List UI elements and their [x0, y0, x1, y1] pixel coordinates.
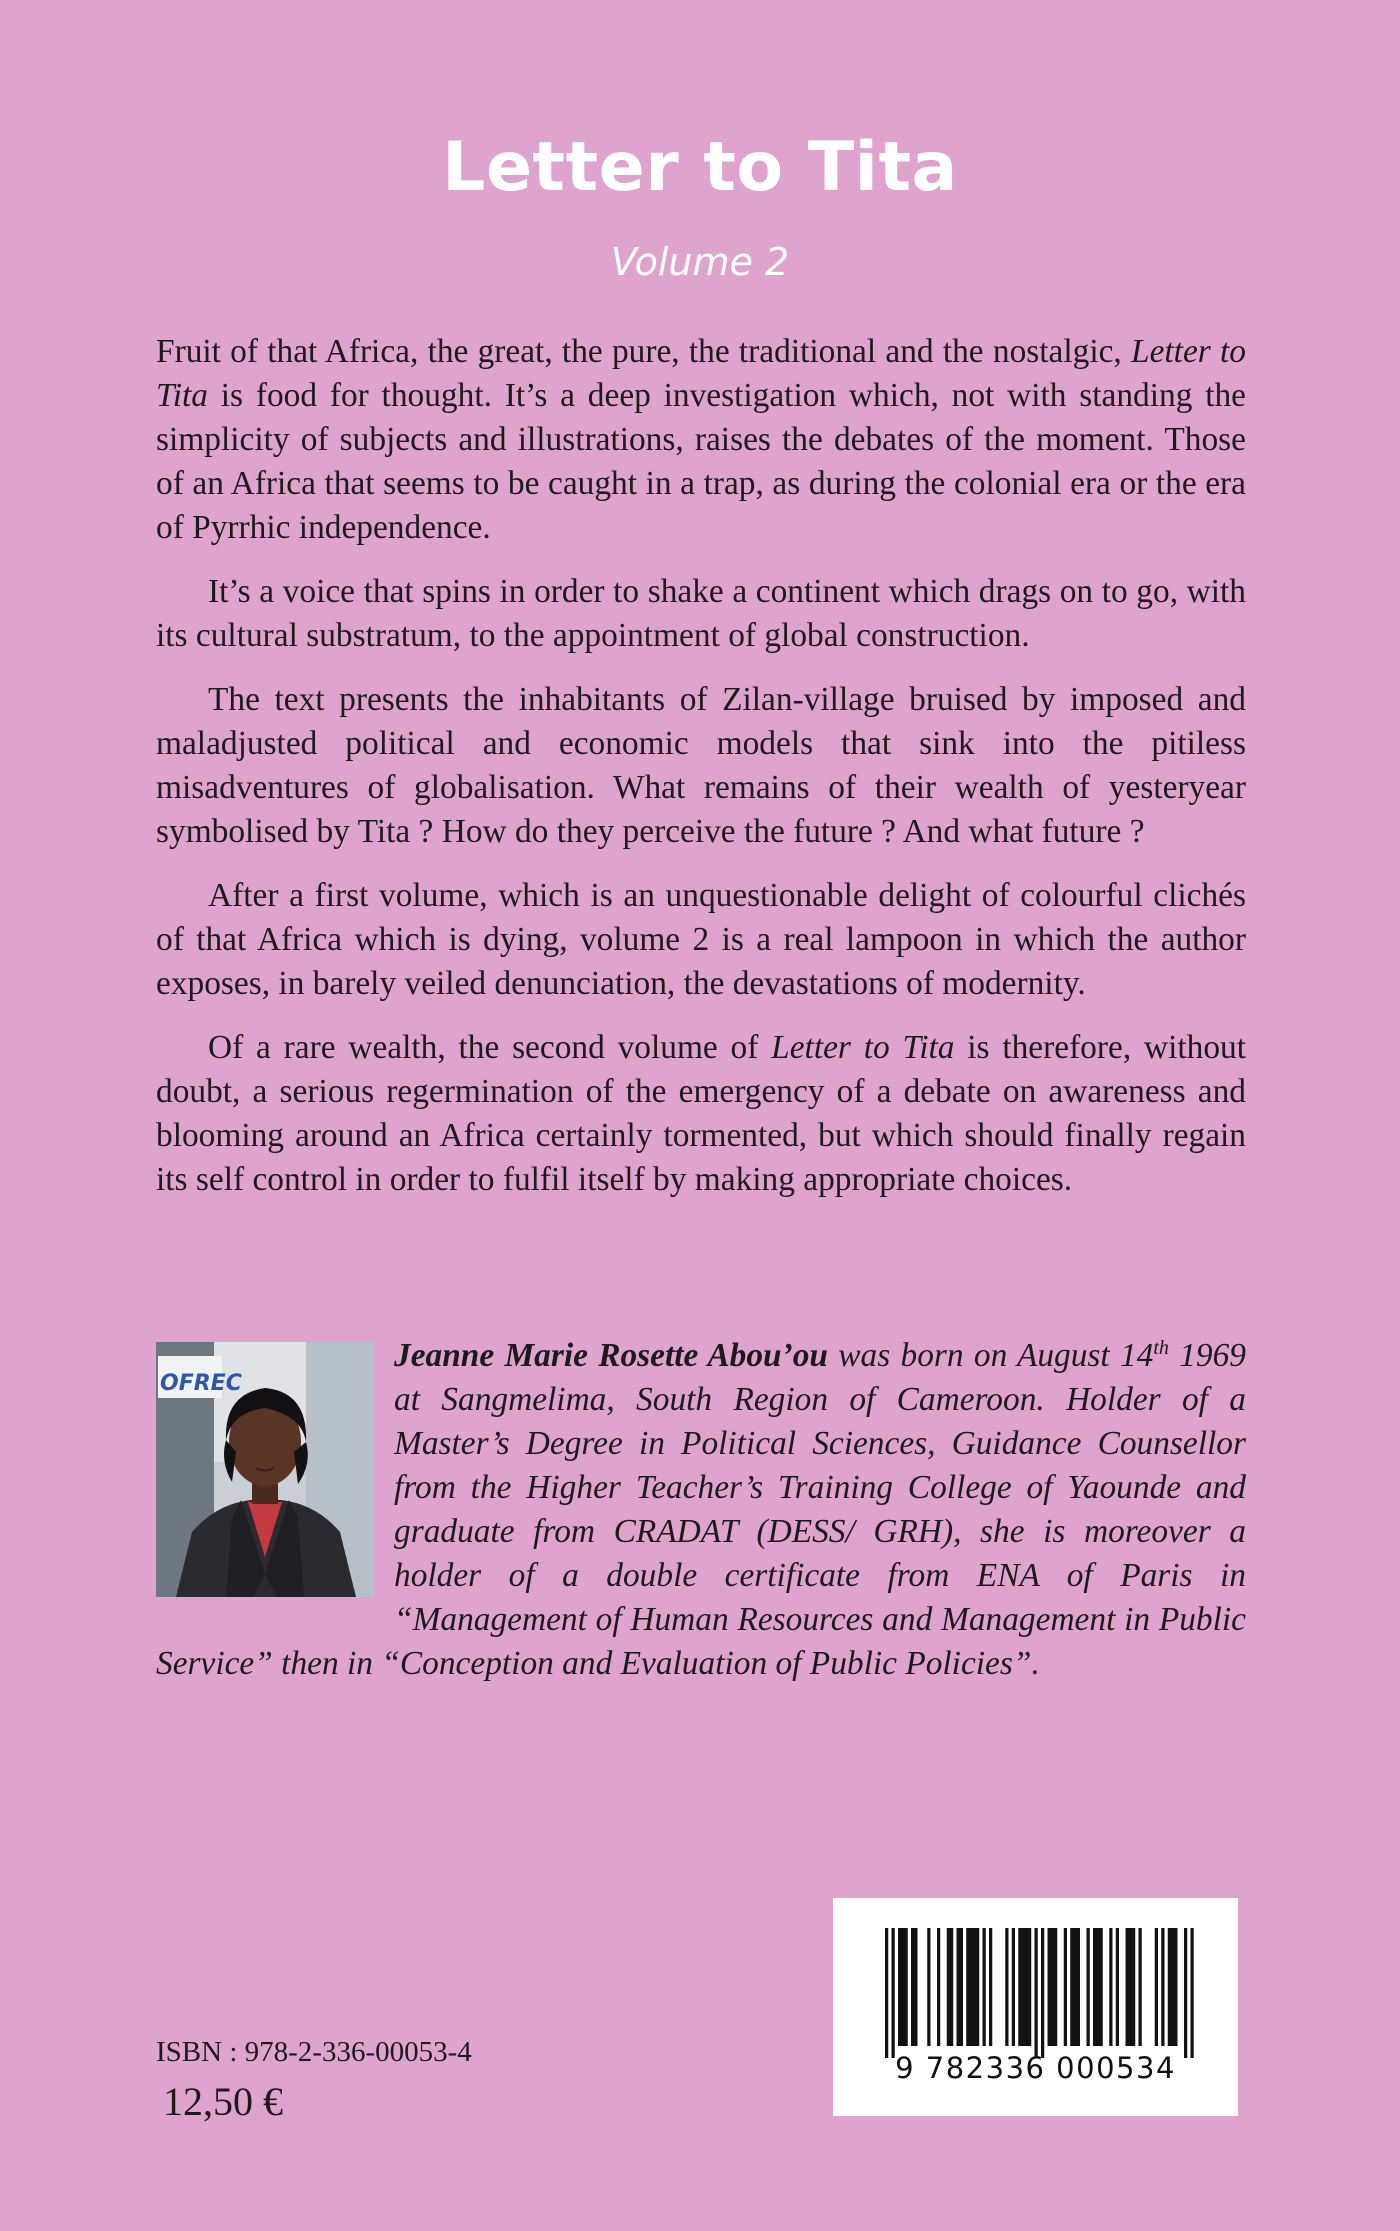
barcode-bar [1168, 1928, 1178, 2046]
barcode-guard-bar [1191, 1928, 1194, 2058]
barcode-bar [1116, 1928, 1119, 2046]
barcode-bar [947, 1928, 954, 2046]
blurb-paragraph-4: After a first volume, which is an unquestionable delight of colourful clichés of that Africa which is dying, volume 2 is a real lampoon in which the author exposes, in barely veiled denunciation, the devastations of modernity. [156, 877, 1246, 1002]
isbn-text: ISBN : 978-2-336-00053-4 [156, 2036, 472, 2068]
barcode-bar [1018, 1928, 1031, 2046]
author-photo [156, 1342, 374, 1597]
barcode-bar [898, 1928, 908, 2046]
barcode-bar [1161, 1928, 1164, 2046]
barcode-bar [1048, 1928, 1058, 2046]
barcode-bar [1087, 1928, 1090, 2046]
price-text: 12,50 € [163, 2079, 283, 2124]
blurb-paragraph-5: Of a rare wealth, the second volume of Letter to Tita is therefore, without doubt, a serious regermination of the emergency of a debate on awareness and blooming around an Africa certainly tormented, but which should finally regain its self control in order to fulfil itself by making appropriate choices. [156, 1029, 1246, 1198]
barcode-bar [957, 1928, 964, 2046]
volume-subtitle: Volume 2 [610, 240, 790, 284]
barcode-guard-bar [1035, 1928, 1038, 2058]
barcode-bar [966, 1928, 979, 2046]
barcode-bar [1005, 1928, 1008, 2046]
barcode-guard-bar [1184, 1928, 1187, 2058]
barcode-bar [1070, 1928, 1080, 2046]
barcode-bar [937, 1928, 940, 2046]
barcode [833, 1898, 1238, 2116]
book-title-inline: Letter to Tita [771, 1029, 955, 1066]
barcode-digits: 9 782336 000534 [895, 2051, 1176, 2085]
ordinal-suffix: th [1153, 1336, 1169, 1359]
barcode-bar [1109, 1928, 1112, 2046]
barcode-guard-bar [1041, 1928, 1044, 2058]
blurb-paragraph-2: It’s a voice that spins in order to shake a continent which drags on to go, with its cultural substratum, to the appointment of global construction. [156, 573, 1246, 654]
barcode-bar [911, 1928, 918, 2046]
photo-sign-text: OFREC [160, 1371, 242, 1396]
barcode-bar [1012, 1928, 1015, 2046]
barcode-bar [989, 1928, 992, 2046]
barcode-bar [1139, 1928, 1142, 2046]
barcode-bar [1064, 1928, 1067, 2046]
barcode-bar [1126, 1928, 1136, 2046]
barcode-guard-bar [892, 1928, 895, 2058]
barcode-bar [1155, 1928, 1158, 2046]
back-cover-blurb [156, 330, 1246, 1202]
author-name: Jeanne Marie Rosette Abou’ou [394, 1337, 829, 1374]
book-title: Letter to Tita [442, 128, 958, 207]
blurb-paragraph-1: Fruit of that Africa, the great, the pure, the traditional and the nostalgic, Letter to Tita is food for thought. It’s a deep investigation which, not with standing the simplicity of subjects and illustrations, raises the debates of the moment. Those of an Africa that seems to be caught in a trap, as during the colonial era or the era of Pyrrhic independence. [156, 333, 1246, 546]
book-title-inline: Letter to Tita [156, 333, 1246, 414]
barcode-bar [927, 1928, 930, 2046]
barcode-bar [1093, 1928, 1103, 2046]
barcode-bar [983, 1928, 986, 2046]
author-bio: OFREC Jeanne Marie Rosette Abou’ou was born on August 14th 1969 at Sangmelima, South Region of Cameroon. Holder of a Master’s Degree in Political Sciences, Guidance Counsellor from the Higher Teacher’s Training College of Yaounde and graduate from CRADAT (DESS/ GRH), she is moreover a holder of a double certificate from ENA of Paris in “Management of Human Resources and Management in Public Service” then in “Conception and Evaluation of Public Policies”. [156, 1336, 1246, 1682]
blurb-paragraph-3: The text presents the inhabitants of Zilan-village bruised by imposed and maladjusted political and economic models that sink into the pitiless misadventures of globalisation. What remains of their wealth of yesteryear symbolised by Tita ? How do they perceive the future ? And what future ? [156, 681, 1246, 850]
barcode-guard-bar [885, 1928, 888, 2058]
